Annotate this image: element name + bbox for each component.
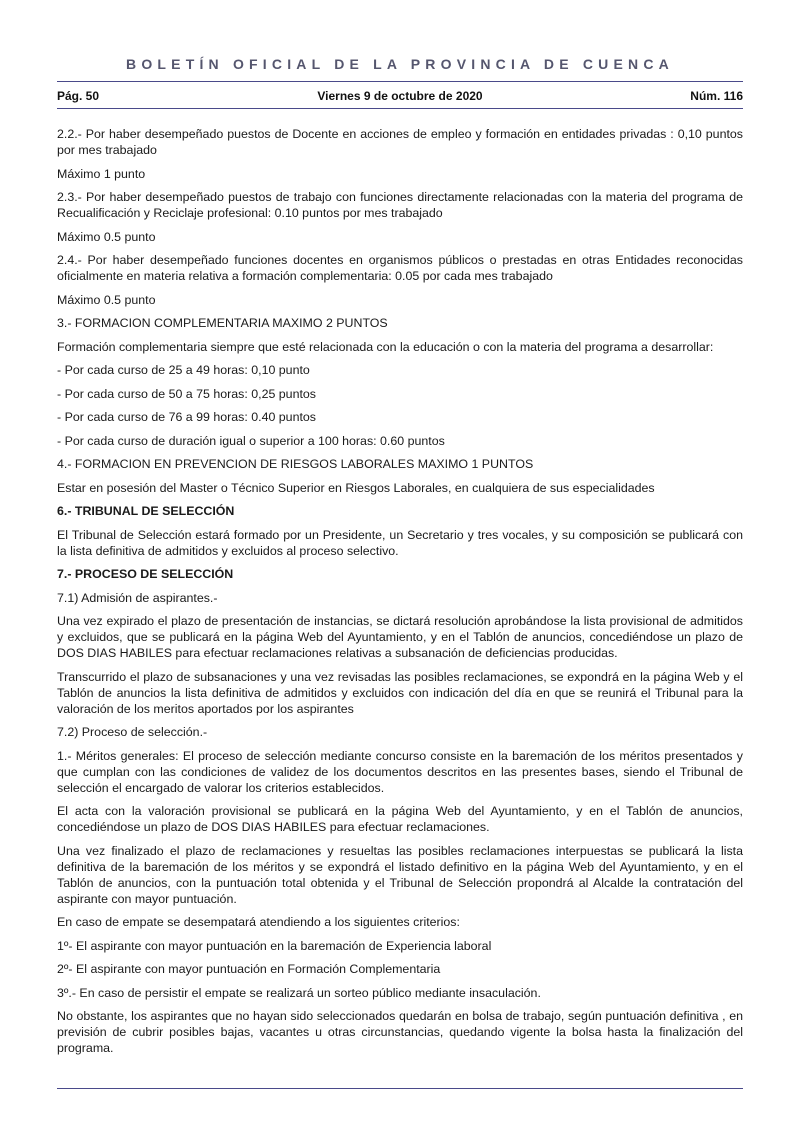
body-paragraph: 1.- Méritos generales: El proceso de selección mediante concurso consiste en la baremación de los méritos presentados y que cumplan con las condiciones de validez de los documentos descritos en las presentes bases, siendo el Tribunal de selección el encargado de valorar los criterios establecidos. <box>57 748 743 795</box>
header-bottom-rule <box>57 108 743 109</box>
body-paragraph: Una vez finalizado el plazo de reclamaciones y resueltas las posibles reclamaciones interpuestas se publicará la lista definitiva de la baremación de los méritos y se expondrá el listado definitivo en la página Web del Ayuntamiento, y en el Tablón de anuncios, con la puntuación total obtenida y el Tribunal de Selección propondrá al Alcalde la contratación del aspirante con mayor puntuación. <box>57 843 743 906</box>
body-paragraph: 2.4.- Por haber desempeñado funciones docentes en organismos públicos o prestadas en otras Entidades reconocidas oficialmente en materia relativa a formación complementaria: 0.05 por cada mes trabajado <box>57 253 743 283</box>
body-paragraph: Una vez expirado el plazo de presentación de instancias, se dictará resolución aprobándose la lista provisional de admitidos y excluidos, que se publicará en la página Web del Ayuntamiento, y en el Tablón de anuncios, concediéndose un plazo de DOS DIAS HABILES para efectuar reclamaciones relativas a subsanación de deficiencias producidas. <box>57 614 743 660</box>
running-header <box>57 89 743 105</box>
body-paragraph: 7.2) Proceso de selección.- <box>57 725 208 739</box>
body-paragraph: Máximo 0.5 punto <box>57 229 156 244</box>
body-paragraph: Formación complementaria siempre que esté relacionada con la educación o con la materia del programa a desarrollar: <box>57 339 714 354</box>
body-paragraph: 2º- El aspirante con mayor puntuación en Formación Complementaria <box>57 962 441 976</box>
gazette-masthead: BOLETÍN OFICIAL DE LA PROVINCIA DE CUENCA <box>126 56 674 72</box>
body-paragraph: - Por cada curso de 25 a 49 horas: 0,10 punto <box>57 363 310 377</box>
section-heading: 6.- TRIBUNAL DE SELECCIÓN <box>57 504 235 518</box>
body-paragraph: - Por cada curso de duración igual o superior a 100 horas: 0.60 puntos <box>57 433 445 448</box>
body-paragraph: No obstante, los aspirantes que no hayan sido seleccionados quedarán en bolsa de trabajo, según puntuación definitiva , en previsión de cubrir posibles bajas, vacantes u otras circunstancias, quedando vigente la bolsa hasta la finalización del programa. <box>57 1009 743 1055</box>
section-heading: 7.- PROCESO DE SELECCIÓN <box>57 567 234 581</box>
body-paragraph: 4.- FORMACION EN PREVENCION DE RIESGOS LABORALES MAXIMO 1 PUNTOS <box>57 457 534 471</box>
body-paragraph: Estar en posesión del Master o Técnico Superior en Riesgos Laborales, en cualquiera de sus especialidades <box>57 480 655 495</box>
body-paragraph: 3.- FORMACION COMPLEMENTARIA MAXIMO 2 PUNTOS <box>57 316 388 330</box>
body-paragraph: Máximo 1 punto <box>57 166 146 181</box>
body-paragraph: Máximo 0.5 punto <box>57 292 156 307</box>
body-paragraph: El Tribunal de Selección estará formado por un Presidente, un Secretario y tres vocales, y su composición se publicará con la lista definitiva de admitidos y excluidos al proceso selectivo. <box>57 527 743 558</box>
body-paragraph: 3º.- En caso de persistir el empate se realizará un sorteo público mediante insaculación. <box>57 985 541 1000</box>
body-paragraph: - Por cada curso de 76 a 99 horas: 0.40 puntos <box>57 410 316 424</box>
body-paragraph: 2.3.- Por haber desempeñado puestos de trabajo con funciones directamente relacionadas con la materia del programa de Recualificación y Reciclaje profesional: 0.10 puntos por mes trabajado <box>57 190 743 220</box>
issue-date: Viernes 9 de octubre de 2020 <box>317 89 483 103</box>
body-paragraph: Transcurrido el plazo de subsanaciones y una vez revisadas las posibles reclamaciones, se expondrá en la página Web y el Tablón de anuncios la lista definitiva de admitidos y excluidos con indicación del día en que se reunirá el Tribunal para la valoración de los meritos aportados por los aspirantes <box>57 669 743 716</box>
footer-rule <box>57 1088 743 1089</box>
body-paragraph: El acta con la valoración provisional se publicará en la página Web del Ayuntamiento, y en el Tablón de anuncios, concediéndose un plazo de DOS DIAS HABILES para efectuar reclamaciones. <box>57 804 743 834</box>
body-paragraph: 2.2.- Por haber desempeñado puestos de Docente en acciones de empleo y formación en entidades privadas : 0,10 puntos por mes trabajado <box>57 127 743 157</box>
body-paragraph: 7.1) Admisión de aspirantes.- <box>57 590 218 605</box>
document-body <box>57 126 743 1064</box>
page-number: Pág. 50 <box>57 89 100 103</box>
body-paragraph: En caso de empate se desempatará atendiendo a los siguientes criterios: <box>57 915 460 929</box>
body-paragraph: 1º- El aspirante con mayor puntuación en la baremación de Experiencia laboral <box>57 938 492 953</box>
header-top-rule <box>57 81 743 82</box>
body-paragraph: - Por cada curso de 50 a 75 horas: 0,25 puntos <box>57 386 316 401</box>
issue-number: Núm. 116 <box>690 89 743 103</box>
